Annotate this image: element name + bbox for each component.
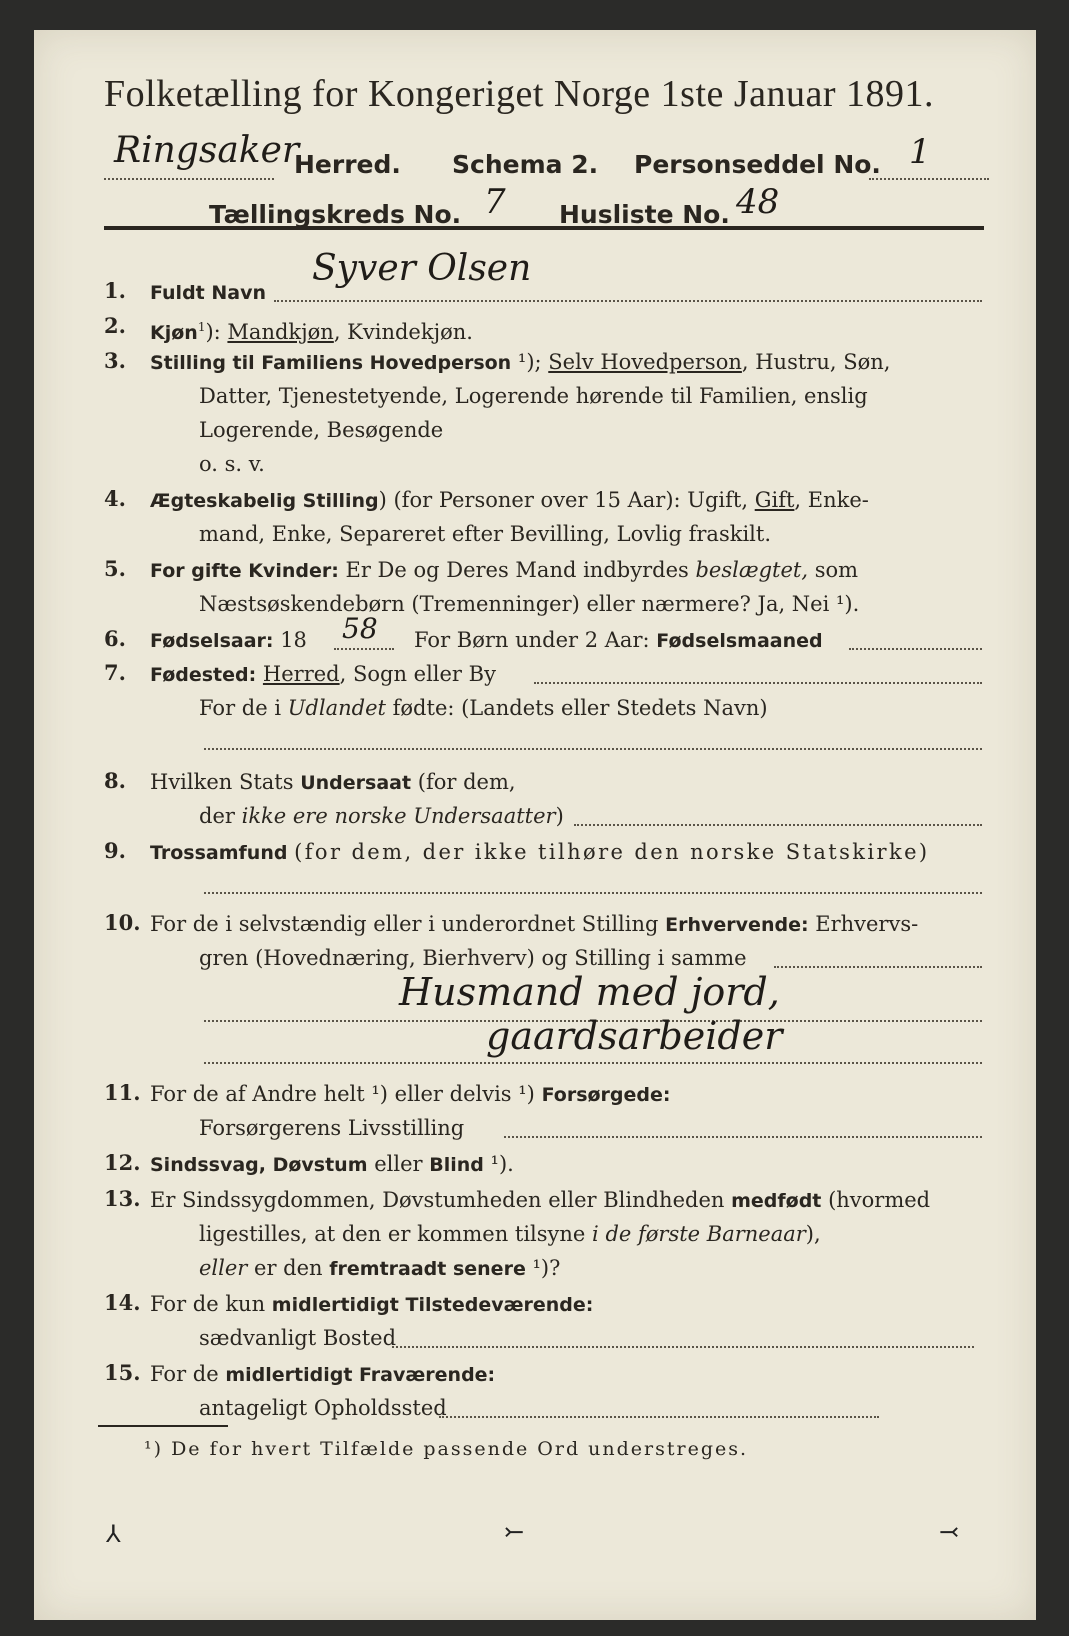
field-13-label: medfødt [731,1190,822,1212]
field-13-line [150,1186,986,1215]
field-5-end: som [814,558,859,582]
field-10-number: 10. [104,910,141,935]
herred-label: Herred. [294,150,401,179]
field-13-line3: eller er den fremtraadt senere ¹)? [199,1256,561,1280]
footnote-rule [98,1425,228,1427]
field-2-line: Kjøn$^1$): Mandkjøn, Kvindekjøn. [150,320,473,344]
field-8-line2b: ikke ere norske Undersaatter [241,804,556,828]
personseddel-dotline [869,178,989,180]
field-7-dotline2 [204,748,982,750]
field-7-line [150,660,986,689]
field-15-line2: antageligt Opholdssted [199,1396,447,1420]
field-14-line [150,1290,986,1319]
field-1-line [150,278,986,307]
field-13-line2: ligestilles, at den er kommen tilsyne i de første Barneaar), [199,1222,821,1246]
field-4-option-selected: Gift [754,488,795,512]
field-6-prefix: 18 [280,628,307,652]
field-2-option-rest: , Kvindekjøn. [333,320,473,344]
census-form-page [34,30,1036,1620]
field-2-number: 2. [104,313,126,338]
field-10-label: Erhvervende: [665,914,809,936]
field-6-dotline-year [334,648,394,650]
field-4-number: 4. [104,486,126,511]
field-13-line3b: er den [254,1256,323,1280]
field-7-line2c: fødte: (Landets eller Stedets Navn) [392,696,768,720]
field-4-line [150,486,986,515]
field-14-label: midlertidigt Tilstedeværende: [271,1294,594,1316]
field-8-dotline [574,824,982,826]
field-13-line2b: i de første Barneaar [592,1222,806,1246]
field-5-italic: beslægtet, [695,558,808,582]
field-9-label: Trossamfund [150,842,288,864]
field-13-text: Er Sindssygdommen, Døvstumheden eller Blindheden [150,1188,725,1212]
taellingskreds-value: 7 [484,182,506,222]
field-8-line [150,768,986,797]
field-9-text: (for dem, der ikke tilhøre den norske Statskirke) [294,840,930,864]
field-3-line: Stilling til Familiens Hovedperson ¹); Selv Hovedperson, Hustru, Søn, [150,350,891,374]
registration-mark-right: ⤙ [939,1518,960,1546]
field-14-line2: sædvanligt Bosted [199,1326,397,1350]
field-12-number: 12. [104,1150,141,1175]
field-8-number: 8. [104,768,126,793]
field-11-label: Forsørgede: [541,1084,671,1106]
field-1-label: Fuldt Navn [150,282,267,304]
footnote: ¹) De for hvert Tilfælde passende Ord understreges. [144,1438,749,1460]
field-6-number: 6. [104,626,126,651]
field-7-dotline [534,682,982,684]
field-8-line2a: der [199,804,235,828]
field-11-dotline [504,1136,982,1138]
field-3-line4: o. s. v. [199,452,265,476]
registration-mark-left: ⅄ [106,1520,121,1548]
header-rule [104,226,984,230]
field-11-line2: Forsørgerens Livsstilling [199,1116,465,1140]
field-14-dotline [392,1346,974,1348]
field-15-number: 15. [104,1360,141,1385]
field-6-label: Fødselsaar: [150,630,274,652]
field-5-number: 5. [104,556,126,581]
field-3-option-selected: Selv Hovedperson [548,350,742,374]
field-3-line2: Datter, Tjenestetyende, Logerende hørende til Familien, enslig [199,384,868,408]
field-7-line2a: For de i [199,696,282,720]
field-9-line [150,838,986,867]
husliste-label: Husliste No. [559,200,730,229]
registration-mark-center: ⤚ [504,1518,525,1546]
field-10-end: Erhvervs- [815,912,919,936]
field-3-rest: , Hustru, Søn, [741,350,891,374]
form-title: Folketælling for Kongeriget Norge 1ste Januar 1891. [104,73,935,115]
field-14-text: For de kun [150,1292,266,1316]
field-10-dotline3 [204,1062,982,1064]
field-8-label: Undersaat [300,772,412,794]
field-11-number: 11. [104,1080,141,1105]
field-10-line [150,910,986,939]
field-7-line2 [199,694,989,722]
personseddel-label: Personseddel No. [634,150,881,179]
field-13-end: (hvormed [828,1188,931,1212]
husliste-value: 48 [736,182,780,222]
field-8-line2: der ikke ere norske Undersaatter) [199,804,564,828]
field-1-value: Syver Olsen [312,248,532,289]
field-10-value2: gaardsarbeider [486,1014,783,1058]
field-13-line3c: fremtraadt senere [329,1258,526,1280]
field-6-dotline [849,648,982,650]
field-15-text: For de [150,1362,219,1386]
field-3-number: 3. [104,348,126,373]
field-1-number: 1. [104,278,126,303]
field-14-number: 14. [104,1290,141,1315]
field-9-dotline [204,892,982,894]
field-10-text: For de i selvstændig eller i underordnet Stilling [150,912,659,936]
herred-handwritten: Ringsaker [114,130,300,171]
field-12-label2: Blind [429,1154,484,1176]
field-7-line2b: Udlandet [287,696,386,720]
field-15-line [150,1360,986,1389]
field-2-sup: 1 [197,320,206,334]
field-6-label2: Fødselsmaaned [656,630,823,652]
field-10-value1: Husmand med jord, [399,970,780,1014]
field-8-rest: (for dem, [417,770,516,794]
field-7-rest: , Sogn eller By [339,662,496,686]
field-3-line3: Logerende, Besøgende [199,418,444,442]
field-7-label: Fødested: [150,664,257,686]
field-10-dotline [774,966,982,968]
field-5-label: For gifte Kvinder: [150,560,339,582]
field-6-value: 58 [342,612,378,645]
field-5-line2: Næstsøskendebørn (Tremenninger) eller nærmere? Ja, Nei ¹). [199,592,860,616]
field-4-text: ) (for Personer over 15 Aar): Ugift, [378,488,749,512]
field-1-dotline [274,300,982,302]
field-2-label: Kjøn [150,322,198,344]
field-12-label: Sindssvag, Døvstum [150,1154,368,1176]
herred-dotline [104,178,274,180]
field-15-dotline [439,1416,879,1418]
field-7-option-selected: Herred [262,662,340,686]
field-13-line2a: ligestilles, at den er kommen tilsyne [199,1222,586,1246]
field-11-text: For de af Andre helt ¹) eller delvis ¹) [150,1082,535,1106]
field-13-number: 13. [104,1186,141,1211]
field-11-line [150,1080,986,1109]
field-15-label: midlertidigt Fraværende: [225,1364,496,1386]
field-12-text: eller [374,1152,423,1176]
field-9-number: 9. [104,838,126,863]
field-10-line2: gren (Hovednæring, Bierhverv) og Stilling i samme [199,946,747,970]
field-7-number: 7. [104,660,126,685]
field-5-line [150,556,986,585]
schema-label: Schema 2. [452,150,599,179]
field-12-line: Sindssvag, Døvstum eller Blind ¹). [150,1152,514,1176]
field-2-option-selected: Mandkjøn [227,320,334,344]
field-4-rest: , Enke- [794,488,869,512]
field-4-label: Ægteskabelig Stilling [150,490,379,512]
field-13-line3a: eller [199,1256,248,1280]
field-6-text: For Børn under 2 Aar: [414,628,650,652]
field-5-text: Er De og Deres Mand indbyrdes [345,558,689,582]
field-4-line2: mand, Enke, Separeret efter Bevilling, Lovlig fraskilt. [199,522,772,546]
field-8-text: Hvilken Stats [150,770,294,794]
field-6-line-b [414,626,854,655]
field-3-label: Stilling til Familiens Hovedperson [150,352,512,374]
taellingskreds-label: Tællingskreds No. [209,200,462,229]
personseddel-value: 1 [909,132,931,172]
